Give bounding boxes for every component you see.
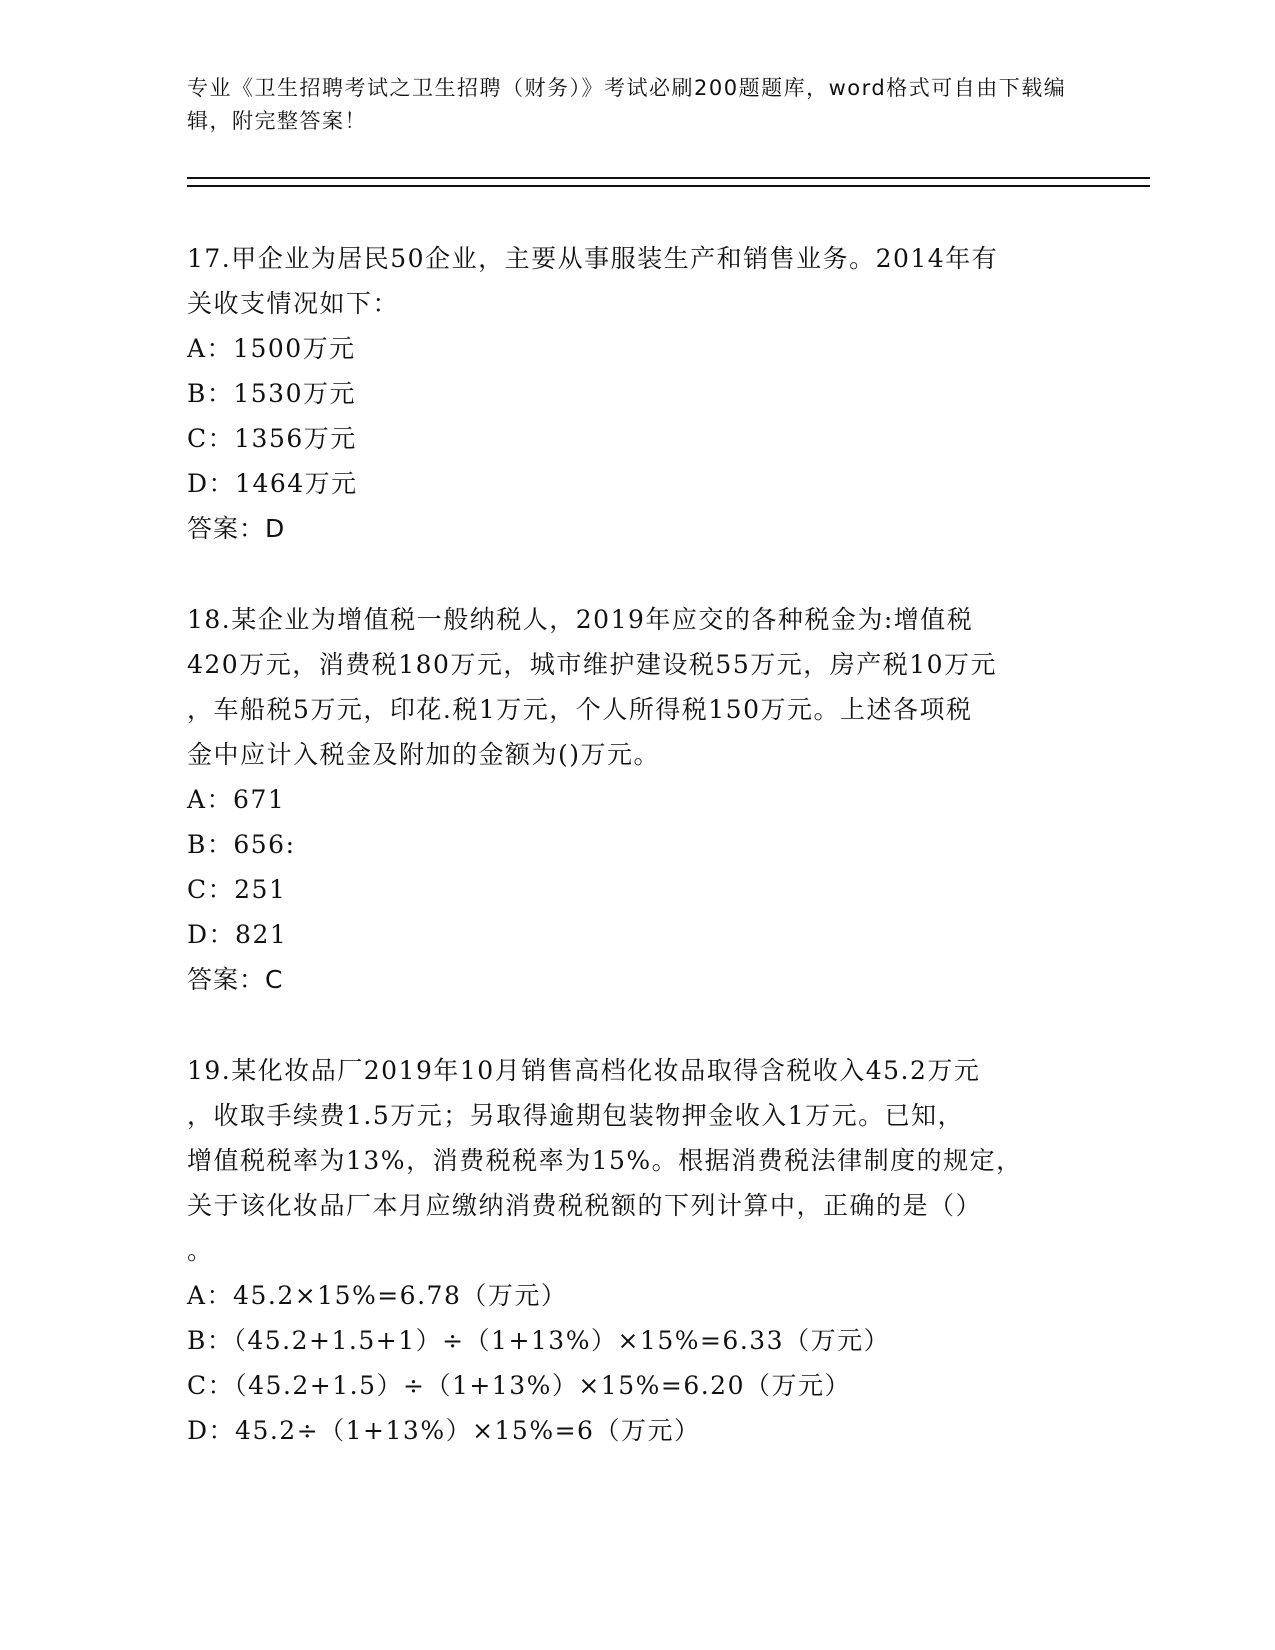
header-double-rule [187, 177, 1150, 187]
question-stem-line: 18.某企业为增值税一般纳税人，2019年应交的各种税金为:增值税 [187, 605, 974, 634]
option-c: C：（45.2+1.5）÷（1+13%）×15%=6.20（万元） [187, 1371, 851, 1400]
question-stem-line: 。 [187, 1236, 214, 1265]
option-d: D：45.2÷（1+13%）×15%=6（万元） [187, 1416, 701, 1445]
option-b: B：656: [187, 830, 296, 859]
option-d: D：1464万元 [187, 469, 358, 498]
question-stem-line: 19.某化妆品厂2019年10月销售高档化妆品取得含税收入45.2万元 [187, 1056, 981, 1085]
answer-label: 答案：C [187, 965, 284, 994]
option-b: B：（45.2+1.5+1）÷（1+13%）×15%=6.33（万元） [187, 1326, 891, 1355]
question-stem-line: 420万元，消费税180万元，城市维护建设税55万元，房产税10万元 [187, 650, 998, 679]
option-c: C：251 [187, 875, 287, 904]
option-b: B：1530万元 [187, 379, 356, 408]
option-a: A：671 [187, 785, 286, 814]
question-stem-line: 金中应计入税金及附加的金额为()万元。 [187, 740, 661, 769]
question-19 [187, 1048, 1087, 1453]
option-a: A：1500万元 [187, 334, 356, 363]
question-stem-line: 关收支情况如下： [187, 289, 400, 318]
question-stem-line: 17.甲企业为居民50企业，主要从事服装生产和销售业务。2014年有 [187, 244, 999, 273]
question-stem-line: ，车船税5万元，印花.税1万元，个人所得税150万元。上述各项税 [187, 695, 973, 724]
question-18 [187, 597, 1087, 1002]
option-d: D：821 [187, 920, 288, 949]
question-stem-line: ，收取手续费1.5万元；另取得逾期包装物押金收入1万元。已知， [187, 1101, 965, 1130]
questions-content [187, 236, 1087, 1499]
question-stem-line: 关于该化妆品厂本月应缴纳消费税税额的下列计算中，正确的是（） [187, 1191, 983, 1220]
option-c: C：1356万元 [187, 424, 357, 453]
question-17 [187, 236, 1087, 551]
option-a: A：45.2×15%=6.78（万元） [187, 1281, 568, 1310]
question-stem-line: 增值税税率为13%，消费税税率为15%。根据消费税法律制度的规定， [187, 1146, 1023, 1175]
answer-label: 答案：D [187, 514, 286, 543]
document-header: 专业《卫生招聘考试之卫生招聘（财务）》考试必刷200题题库，word格式可自由下载编辑，附完整答案！ [187, 76, 1067, 133]
